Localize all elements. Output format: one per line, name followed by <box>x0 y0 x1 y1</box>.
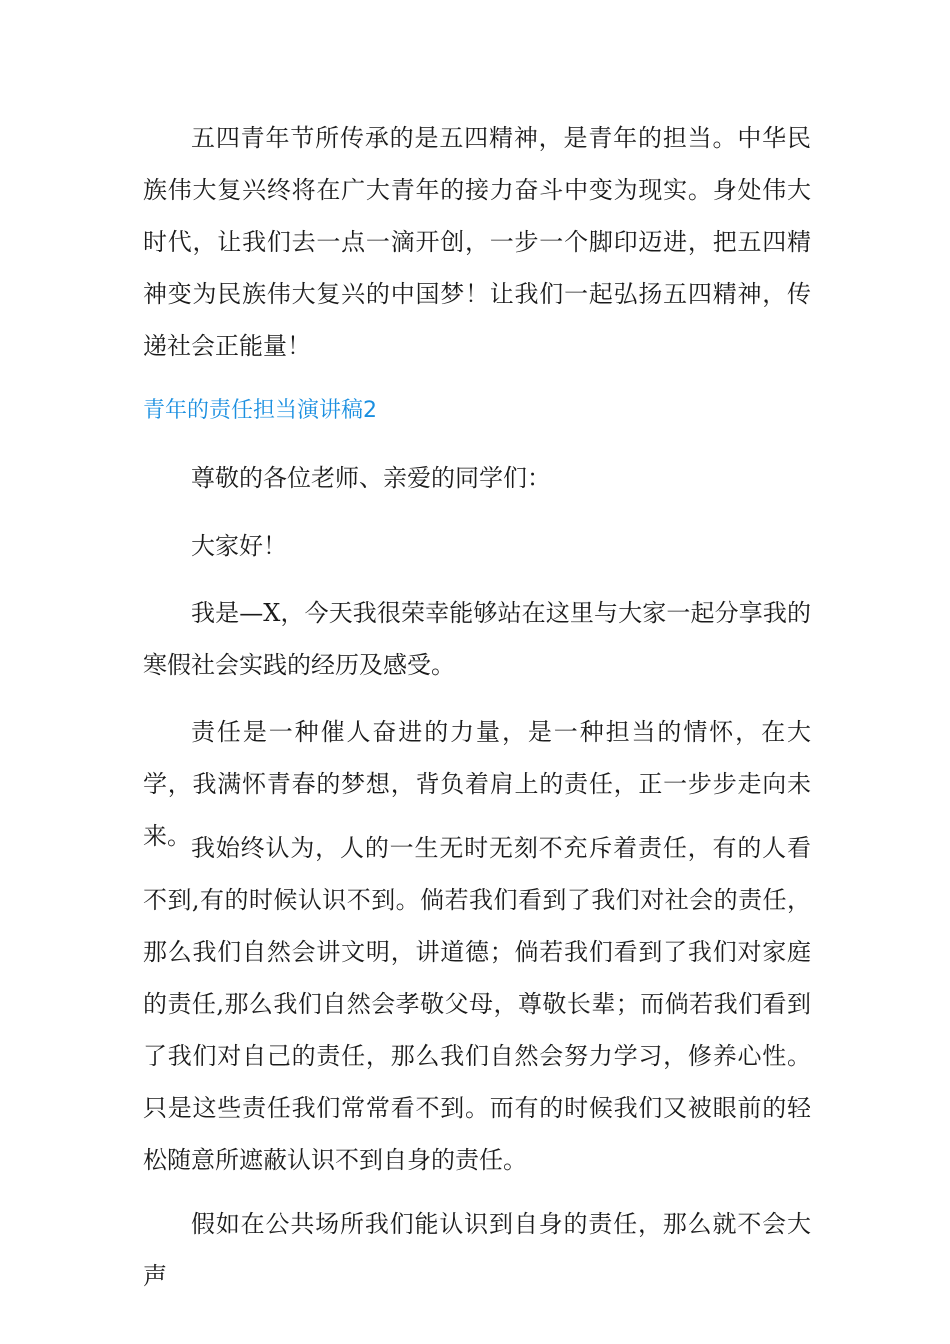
paragraph-public-places: 假如在公共场所我们能认识到自身的责任，那么就不会大声 <box>143 1210 811 1290</box>
paragraph-salutation: 尊敬的各位老师、亲爱的同学们： <box>191 464 551 492</box>
paragraph-closing-may-fourth: 五四青年节所传承的是五四精神，是青年的担当。中华民族伟大复兴终将在广大青年的接力奋斗中变为现实。身处伟大时代，让我们去一点一滴开创，一步一个脚印迈进，把五四精神变为民族伟大复兴的中国梦！让我们一起弘扬五四精神，传递社会正能量！ <box>143 124 811 360</box>
paragraph-greeting: 大家好！ <box>191 532 287 560</box>
section-heading: 青年的责任担当演讲稿2 <box>143 398 377 423</box>
paragraph-introduction: 我是—X，今天我很荣幸能够站在这里与大家一起分享我的寒假社会实践的经历及感受。 <box>143 599 811 679</box>
paragraph-responsibility-definition: 责任是一种催人奋进的力量，是一种担当的情怀，在大学，我满怀青春的梦想，背负着肩上的责任，正一步步走向未来。 <box>143 718 811 850</box>
paragraph-responsibility-reflection: 我始终认为，人的一生无时无刻不充斥着责任，有的人看不到,有的时候认识不到。倘若我们看到了我们对社会的责任，那么我们自然会讲文明，讲道德；倘若我们看到了我们对家庭的责任,那么我们自然会孝敬父母，尊敬长辈；而倘若我们看到了我们对自己的责任，那么我们自然会努力学习，修养心性。只是这些责任我们常常看不到。而有的时候我们又被眼前的轻松随意所遮蔽认识不到自身的责任。 <box>143 834 811 1174</box>
